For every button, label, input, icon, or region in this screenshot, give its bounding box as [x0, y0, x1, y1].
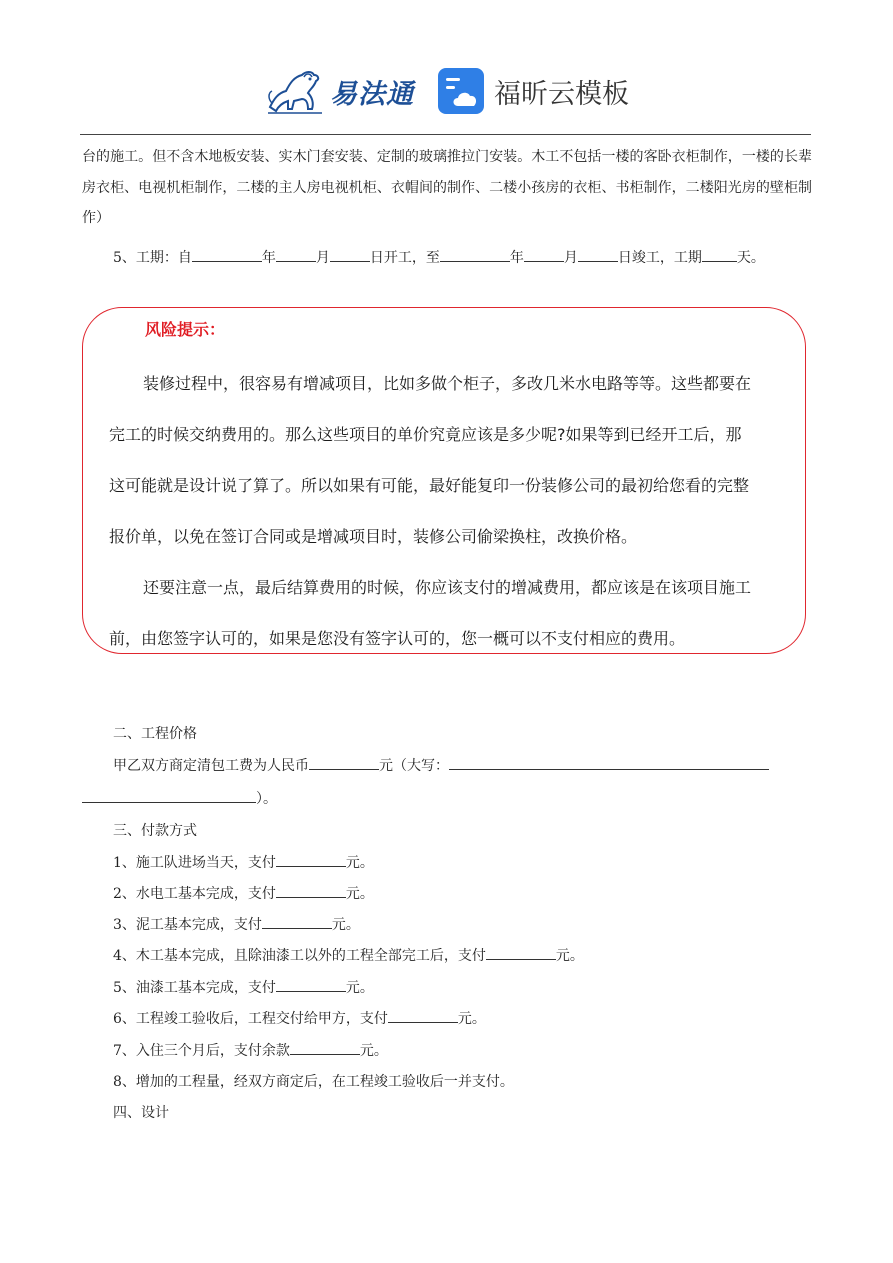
- price-line: [113, 755, 769, 775]
- risk-line-6: 前，由您签字认可的，如果是您没有签字认可的，您一概可以不支付相应的费用。: [109, 629, 686, 648]
- payment-item-suffix: 元。: [345, 886, 374, 902]
- payment-item-suffix: 元。: [457, 1011, 486, 1027]
- payment-amount-blank: [276, 852, 346, 867]
- payment-item-text: 2、水电工基本完成，支付: [113, 886, 276, 902]
- payment-amount-blank: [388, 1008, 458, 1023]
- payment-item-1: [113, 852, 374, 872]
- payment-item-text: 3、泥工基本完成，支付: [113, 917, 262, 933]
- start-year-blank: [192, 247, 262, 262]
- foxit-cloud-template-logo: [436, 66, 629, 116]
- end-month-blank: [524, 247, 564, 262]
- risk-notice-title: 风险提示：: [145, 320, 226, 339]
- schedule-prefix: 5、工期：自: [113, 250, 192, 266]
- payment-item-3: [113, 914, 360, 934]
- schedule-line: [113, 247, 765, 267]
- price-uppercase-blank: [449, 755, 769, 770]
- price-uppercase-blank-2: [82, 788, 256, 803]
- payment-item-5: [113, 977, 374, 997]
- payment-item-suffix: 元。: [331, 917, 360, 933]
- payment-item-8: 8、增加的工程量，经双方商定后，在工程竣工验收后一并支付。: [113, 1074, 514, 1090]
- duration-blank: [702, 247, 737, 262]
- qilin-logo-icon: [264, 63, 326, 119]
- end-month-label: 月: [563, 250, 578, 266]
- payment-item-text: 1、施工队进场当天，支付: [113, 855, 276, 871]
- yifatong-logo-text: 易法通: [330, 78, 414, 110]
- payment-item-4: [113, 945, 584, 965]
- payment-item-suffix: 元。: [345, 980, 374, 996]
- payment-item-7: [113, 1040, 388, 1060]
- end-day-blank: [578, 247, 618, 262]
- end-day-label: 日竣工，工期: [617, 250, 702, 266]
- page-header: [0, 58, 893, 124]
- payment-item-suffix: 元。: [555, 948, 584, 964]
- payment-amount-blank: [262, 914, 332, 929]
- price-end: ）。: [256, 791, 277, 807]
- payment-item-text: 5、油漆工基本完成，支付: [113, 980, 276, 996]
- yifatong-logo: [264, 63, 414, 119]
- construction-scope-paragraph: 台的施工。但不含木地板安装、实木门套安装、定制的玻璃推拉门安装。木工不包括一楼的客卧衣柜制作，一楼的长辈房衣柜、电视机柜制作，二楼的主人房电视机柜、衣帽间的制作、二楼小孩房的衣柜、书柜制作，二楼阳光房的壁柜制作）: [82, 149, 812, 226]
- risk-line-5: 还要注意一点，最后结算费用的时候，你应该支付的增减费用，都应该是在该项目施工: [143, 578, 752, 597]
- duration-label: 天。: [736, 250, 765, 266]
- end-year-blank: [440, 247, 510, 262]
- risk-line-3: 这可能就是设计说了算了。所以如果有可能，最好能复印一份装修公司的最初给您看的完整: [109, 476, 750, 495]
- payment-item-6: [113, 1008, 486, 1028]
- cloud-document-icon: [436, 66, 486, 116]
- payment-amount-blank: [486, 945, 556, 960]
- risk-line-1: 装修过程中，很容易有增减项目，比如多做个柜子，多改几米水电路等等。这些都要在: [143, 374, 752, 393]
- payment-item-text: 7、入住三个月后，支付余款: [113, 1043, 290, 1059]
- header-divider: [80, 134, 811, 135]
- payment-amount-blank: [276, 883, 346, 898]
- section-3-heading: 三、付款方式: [113, 823, 197, 839]
- section-4-heading: 四、设计: [113, 1105, 169, 1121]
- start-day-label: 日开工，至: [369, 250, 440, 266]
- foxit-cloud-template-text: 福昕云模板: [494, 78, 629, 110]
- section-2-heading: 二、工程价格: [113, 726, 197, 742]
- payment-amount-blank: [290, 1040, 360, 1055]
- payment-item-2: [113, 883, 374, 903]
- start-month-label: 月: [315, 250, 330, 266]
- price-prefix: 甲乙双方商定清包工费为人民币: [113, 758, 309, 774]
- start-month-blank: [276, 247, 316, 262]
- price-line-continued: [82, 788, 277, 808]
- end-year-label: 年: [509, 250, 524, 266]
- payment-item-text: 4、木工基本完成，且除油漆工以外的工程全部完工后，支付: [113, 948, 486, 964]
- risk-line-2: 完工的时候交纳费用的。那么这些项目的单价究竟应该是多少呢?如果等到已经开工后，那: [109, 425, 742, 444]
- payment-item-text: 6、工程竣工验收后，工程交付给甲方，支付: [113, 1011, 388, 1027]
- payment-amount-blank: [276, 977, 346, 992]
- start-year-label: 年: [261, 250, 276, 266]
- price-amount-blank: [309, 755, 379, 770]
- start-day-blank: [330, 247, 370, 262]
- risk-line-4: 报价单，以免在签订合同或是增减项目时，装修公司偷梁换柱，改换价格。: [109, 527, 638, 546]
- payment-item-suffix: 元。: [359, 1043, 388, 1059]
- price-unit: 元（大写：: [379, 758, 449, 774]
- payment-item-suffix: 元。: [345, 855, 374, 871]
